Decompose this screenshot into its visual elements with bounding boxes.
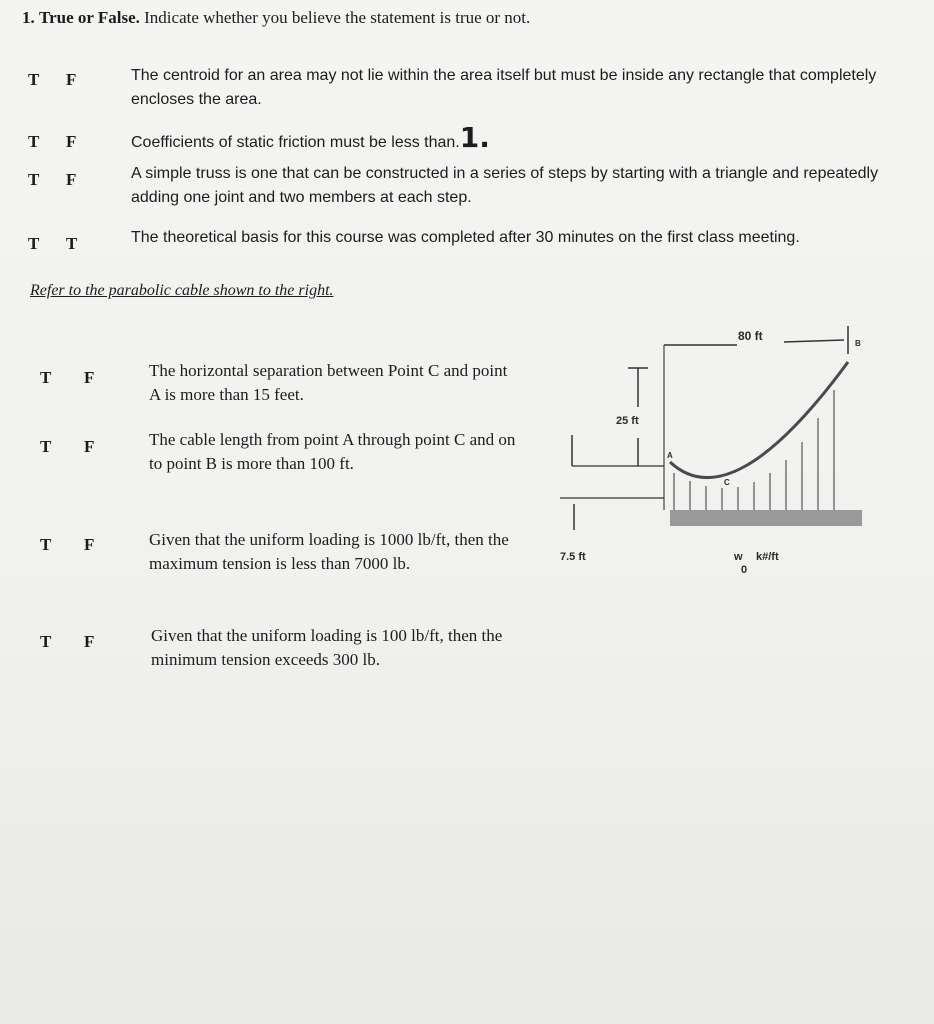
q4-statement: The theoretical basis for this course was completed after 30 minutes on the first class meeting. xyxy=(131,229,800,246)
refer-note: Refer to the parabolic cable shown to the right. xyxy=(30,282,334,299)
q1-statement: The centroid for an area may not lie within the area itself but must be inside any rectangle that completely encloses the area. xyxy=(131,67,877,108)
c4-false-option[interactable]: F xyxy=(84,632,95,651)
question-title: True or False. xyxy=(39,8,140,27)
load-label-unit: k#/ft xyxy=(756,551,779,563)
c1-statement: The horizontal separation between Point C and point A is more than 15 feet. xyxy=(149,361,508,404)
q4-true-option[interactable]: T xyxy=(28,234,40,253)
c3-true-option[interactable]: T xyxy=(40,535,52,554)
q3-true-option[interactable]: T xyxy=(28,170,40,189)
point-b-label: B xyxy=(855,339,861,348)
q2-statement-text: Coefficients of static friction must be less than. xyxy=(131,134,460,151)
q1-true-option[interactable]: T xyxy=(28,70,40,89)
q2-true-option[interactable]: T xyxy=(28,132,40,151)
c1-false-option[interactable]: F xyxy=(84,368,95,387)
q2-false-option[interactable]: F xyxy=(66,132,77,151)
c3-false-option[interactable]: F xyxy=(84,535,95,554)
sag-label: 7.5 ft xyxy=(560,551,586,563)
q4-second-option[interactable]: T xyxy=(66,234,78,253)
height-label: 25 ft xyxy=(616,415,639,427)
load-label-subscript: 0 xyxy=(741,564,748,576)
c2-statement: The cable length from point A through point C and on to point B is more than 100 ft. xyxy=(149,430,516,473)
point-a-label: A xyxy=(667,451,673,460)
c4-true-option[interactable]: T xyxy=(40,632,52,651)
load-base xyxy=(670,510,862,526)
question-number: 1. xyxy=(22,8,35,27)
load-label-w: w xyxy=(734,551,743,563)
c4-statement: Given that the uniform loading is 100 lb/ft, then the minimum tension exceeds 300 lb. xyxy=(151,626,503,669)
c2-true-option[interactable]: T xyxy=(40,437,52,456)
question-instruction: Indicate whether you believe the statement is true or not. xyxy=(144,8,531,27)
span-label: 80 ft xyxy=(738,329,763,343)
parabolic-cable-diagram xyxy=(552,310,872,600)
q3-false-option[interactable]: F xyxy=(66,170,77,189)
c3-statement: Given that the uniform loading is 1000 lb/ft, then the maximum tension is less than 7000 lb. xyxy=(149,530,509,573)
question-heading xyxy=(22,8,530,28)
span-dim-right xyxy=(784,340,844,342)
q1-false-option[interactable]: F xyxy=(66,70,77,89)
q3-statement: A simple truss is one that can be constructed in a series of steps by starting with a triangle and repeatedly adding one joint and two members at each step. xyxy=(131,165,879,206)
parabolic-cable xyxy=(670,362,848,478)
c1-true-option[interactable]: T xyxy=(40,368,52,387)
point-c-label: C xyxy=(724,478,730,487)
q2-statement xyxy=(131,121,731,155)
q2-handwritten-answer: 1. xyxy=(459,121,490,154)
cable-figure xyxy=(552,310,872,600)
c2-false-option[interactable]: F xyxy=(84,437,95,456)
